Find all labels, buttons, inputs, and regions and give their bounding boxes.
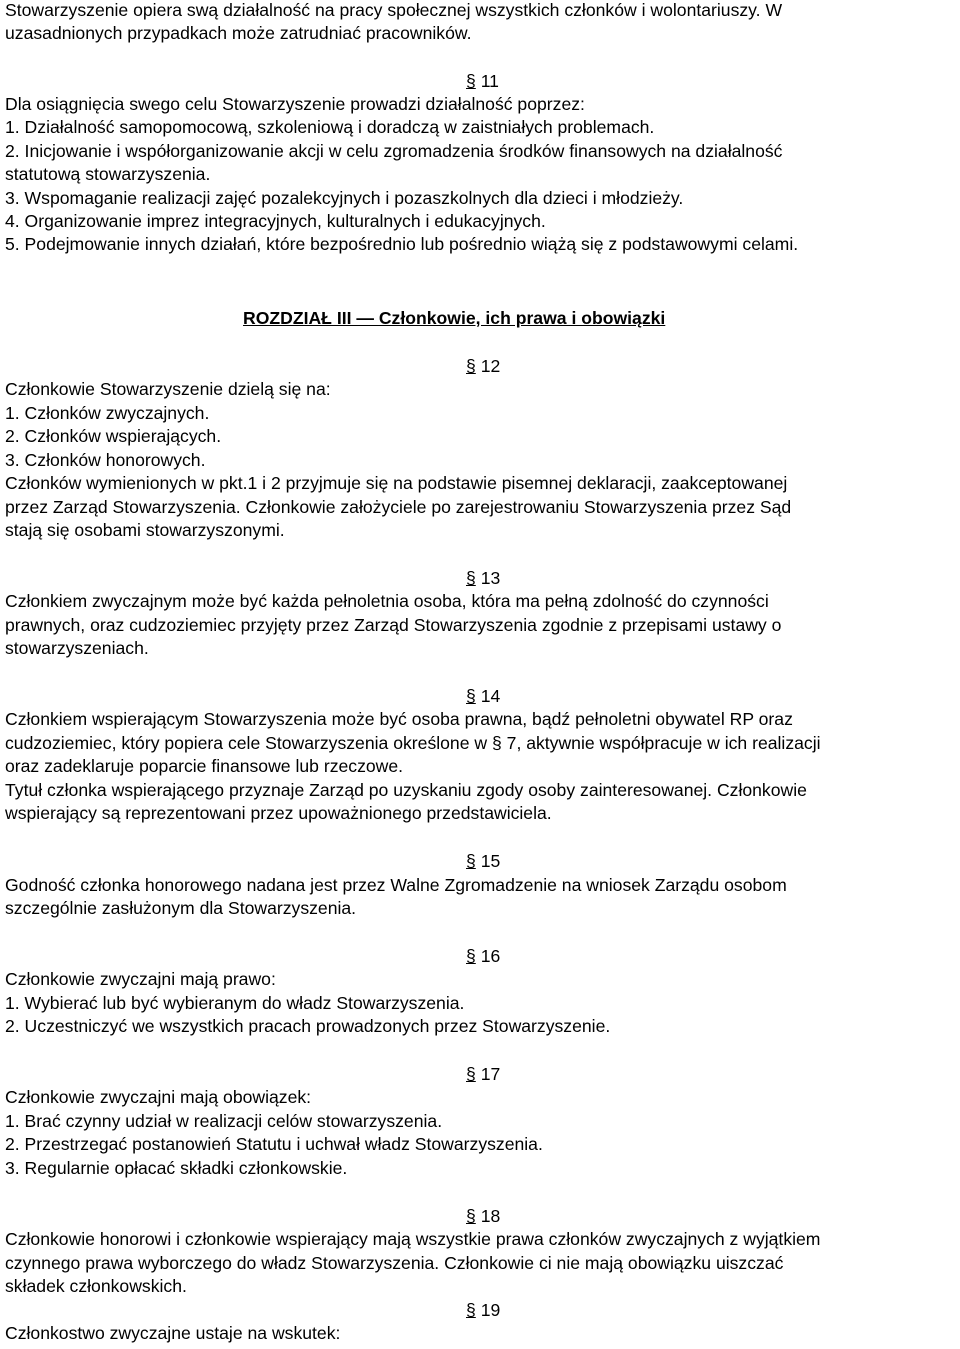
intro-line: Stowarzyszenie opiera swą działalność na pracy społecznej wszystkich członków i wolontariuszy. W bbox=[5, 0, 783, 20]
body-line: Członkostwo zwyczajne ustaje na wskutek: bbox=[5, 1323, 341, 1343]
section-number: 18 bbox=[480, 1206, 501, 1226]
body-line: Członkowie Stowarzyszenie dzielą się na: bbox=[5, 379, 331, 399]
section-number: 16 bbox=[480, 946, 501, 966]
body-line: Dla osiągnięcia swego celu Stowarzyszenie prowadzi działalność poprzez: bbox=[5, 94, 585, 114]
body-line: prawnych, oraz cudzoziemiec przyjęty przez Zarząd Stowarzyszenia zgodnie z przepisami ustawy o bbox=[5, 615, 782, 635]
section-number: 19 bbox=[480, 1300, 501, 1320]
section-sign: § bbox=[466, 1206, 476, 1226]
list-item: 1. Brać czynny udział w realizacji celów stowarzyszenia. bbox=[5, 1111, 443, 1131]
section-16-heading bbox=[466, 945, 500, 967]
body-line: Godność członka honorowego nadana jest przez Walne Zgromadzenie na wniosek Zarządu osobom bbox=[5, 875, 787, 895]
list-item: 1. Wybierać lub być wybieranym do władz Stowarzyszenia. bbox=[5, 993, 465, 1013]
section-17-heading bbox=[466, 1063, 500, 1085]
section-number: 14 bbox=[480, 686, 501, 706]
body-line: Członkiem wspierającym Stowarzyszenia może być osoba prawna, bądź pełnoletni obywatel RP oraz bbox=[5, 709, 793, 729]
chapter-heading: ROZDZIAŁ III — Członkowie, ich prawa i obowiązki bbox=[243, 308, 666, 328]
section-sign: § bbox=[466, 1300, 476, 1320]
section-sign: § bbox=[466, 71, 476, 91]
section-number: 17 bbox=[480, 1064, 501, 1084]
section-11-heading bbox=[466, 70, 499, 92]
body-line: oraz zadeklaruje poparcie finansowe lub rzeczowe. bbox=[5, 756, 404, 776]
section-sign: § bbox=[466, 686, 476, 706]
section-18-heading bbox=[466, 1205, 500, 1227]
body-line: przez Zarząd Stowarzyszenia. Członkowie założyciele po zarejestrowaniu Stowarzyszenia przez Sąd bbox=[5, 497, 792, 517]
section-sign: § bbox=[466, 568, 476, 588]
body-line: Członków wymienionych w pkt.1 i 2 przyjmuje się na podstawie pisemnej deklaracji, zaakceptowanej bbox=[5, 473, 788, 493]
section-15-heading bbox=[466, 850, 500, 872]
section-sign: § bbox=[466, 1064, 476, 1084]
body-line: składek członkowskich. bbox=[5, 1276, 187, 1296]
section-number: 12 bbox=[480, 356, 501, 376]
section-14-heading bbox=[466, 685, 500, 707]
body-line: Członkowie honorowi i członkowie wspierający mają wszystkie prawa członków zwyczajnych z wyjątkiem bbox=[5, 1229, 821, 1249]
list-item: 1. Działalność samopomocową, szkoleniową i doradczą w zaistniałych problemach. bbox=[5, 117, 655, 137]
list-item: 5. Podejmowanie innych działań, które bezpośrednio lub pośrednio wiążą się z podstawowymi celami. bbox=[5, 234, 799, 254]
section-number: 15 bbox=[480, 851, 501, 871]
section-sign: § bbox=[466, 946, 476, 966]
body-line: stowarzyszeniach. bbox=[5, 638, 149, 658]
body-line: czynnego prawa wyborczego do władz Stowarzyszenia. Członkowie ci nie mają obowiązku uiszczać bbox=[5, 1253, 784, 1273]
body-line: wspierający są reprezentowani przez upoważnionego przedstawiciela. bbox=[5, 803, 552, 823]
body-line: szczególnie zasłużonym dla Stowarzyszenia. bbox=[5, 898, 357, 918]
section-sign: § bbox=[466, 356, 476, 376]
intro-line: uzasadnionych przypadkach może zatrudniać pracowników. bbox=[5, 23, 472, 43]
body-line: Członkowie zwyczajni mają prawo: bbox=[5, 969, 276, 989]
list-item: 2. Członków wspierających. bbox=[5, 426, 222, 446]
list-item: 2. Przestrzegać postanowień Statutu i uchwał władz Stowarzyszenia. bbox=[5, 1134, 543, 1154]
section-sign: § bbox=[466, 851, 476, 871]
list-item: 4. Organizowanie imprez integracyjnych, kulturalnych i edukacyjnych. bbox=[5, 211, 546, 231]
list-item: 3. Regularnie opłacać składki członkowskie. bbox=[5, 1158, 348, 1178]
body-line: Członkiem zwyczajnym może być każda pełnoletnia osoba, która ma pełną zdolność do czynności bbox=[5, 591, 769, 611]
section-13-heading bbox=[466, 567, 500, 589]
section-12-heading bbox=[466, 355, 500, 377]
body-line: statutową stowarzyszenia. bbox=[5, 164, 211, 184]
section-number: 11 bbox=[480, 71, 499, 91]
body-line: Tytuł członka wspierającego przyznaje Zarząd po uzyskaniu zgody osoby zainteresowanej. Członkowie bbox=[5, 780, 807, 800]
body-line: Członkowie zwyczajni mają obowiązek: bbox=[5, 1087, 312, 1107]
list-item: 3. Członków honorowych. bbox=[5, 450, 206, 470]
list-item: 2. Uczestniczyć we wszystkich pracach prowadzonych przez Stowarzyszenie. bbox=[5, 1016, 611, 1036]
section-19-heading bbox=[466, 1299, 500, 1321]
body-line: cudzoziemiec, który popiera cele Stowarzyszenia określone w § 7, aktywnie współpracuje w ich realizacji bbox=[5, 733, 821, 753]
list-item: 1. Członków zwyczajnych. bbox=[5, 403, 210, 423]
body-line: stają się osobami stowarzyszonymi. bbox=[5, 520, 285, 540]
list-item: 3. Wspomaganie realizacji zajęć pozalekcyjnych i pozaszkolnych dla dzieci i młodzieży. bbox=[5, 188, 684, 208]
list-item: 2. Inicjowanie i współorganizowanie akcji w celu zgromadzenia środków finansowych na działalność bbox=[5, 141, 783, 161]
section-number: 13 bbox=[480, 568, 501, 588]
